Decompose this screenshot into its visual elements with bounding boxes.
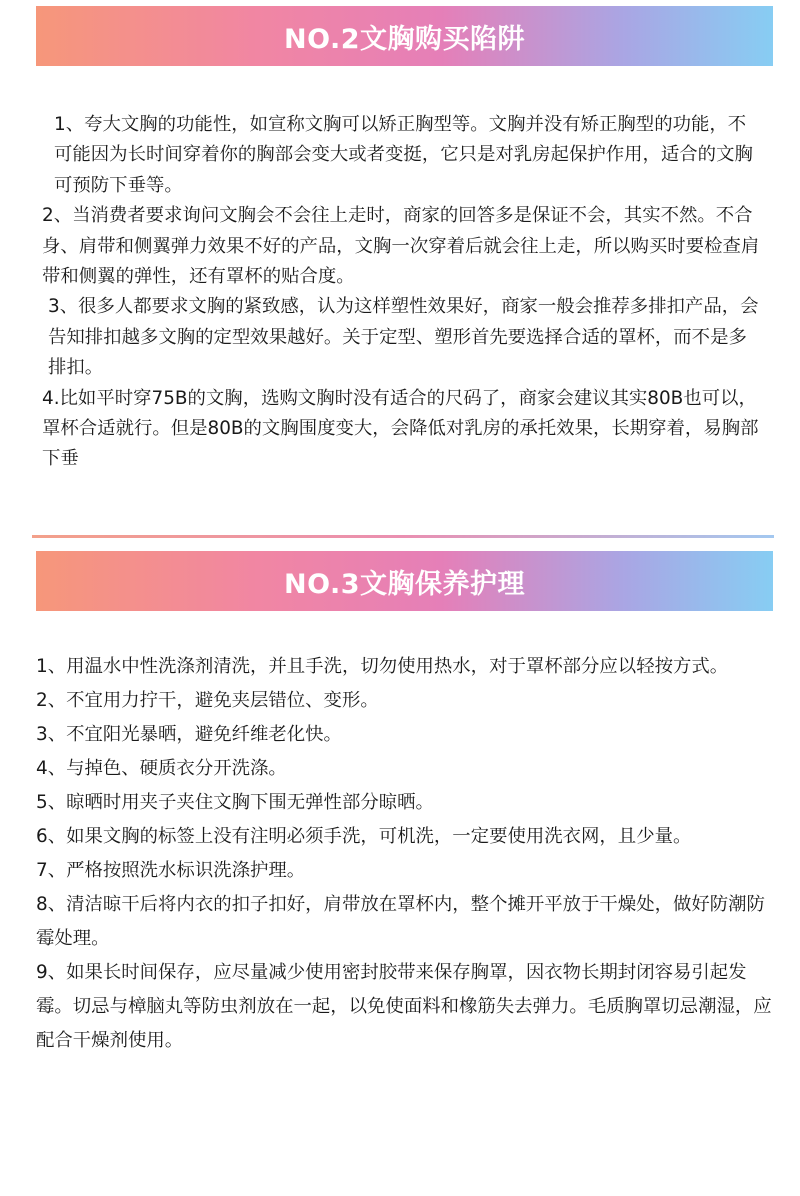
section-title: NO.3文胸保养护理	[284, 568, 525, 600]
section-banner-purchase-traps	[36, 6, 773, 66]
paragraph: 4.比如平时穿75B的文胸，选购文胸时没有适合的尺码了，商家会建议其实80B也可以，罩杯合适就行。但是80B的文胸围度变大，会降低对乳房的承托效果，长期穿着，易胸部下垂	[42, 387, 759, 470]
list-item: 3、不宜阳光暴晒，避免纤维老化快。	[36, 724, 342, 745]
paragraph: 1、夸大文胸的功能性，如宣称文胸可以矫正胸型等。文胸并没有矫正胸型的功能，不可能因为长时间穿着你的胸部会变大或者变挺，它只是对乳房起保护作用，适合的文胸可预防下垂等。	[54, 114, 753, 196]
list-item: 6、如果文胸的标签上没有注明必须手洗，可机洗，一定要使用洗衣网，且少量。	[36, 826, 692, 847]
section-title: NO.2文胸购买陷阱	[284, 23, 525, 55]
section-banner-care	[36, 551, 773, 611]
list-item: 7、严格按照洗水标识洗涤护理。	[36, 860, 306, 881]
section-divider	[32, 535, 774, 538]
list-item: 9、如果长时间保存，应尽量减少使用密封胶带来保存胸罩，因衣物长期封闭容易引起发霉。切忌与樟脑丸等防虫剂放在一起，以免使面料和橡筋失去弹力。毛质胸罩切忌潮湿，应配合干燥剂使用。	[36, 962, 772, 1051]
list-item: 8、清洁晾干后将内衣的扣子扣好，肩带放在罩杯内，整个摊开平放于干燥处，做好防潮防霉处理。	[36, 894, 765, 949]
list-item: 1、用温水中性洗涤剂清洗，并且手洗，切勿使用热水，对于罩杯部分应以轻按方式。	[36, 656, 729, 677]
list-item: 2、不宜用力拧干，避免夹层错位、变形。	[36, 690, 379, 711]
list-item: 5、晾晒时用夹子夹住文胸下围无弹性部分晾晒。	[36, 792, 434, 813]
list-item: 4、与掉色、硬质衣分开洗涤。	[36, 758, 287, 779]
paragraph: 3、很多人都要求文胸的紧致感，认为这样塑性效果好，商家一般会推荐多排扣产品，会告知排扣越多文胸的定型效果越好。关于定型、塑形首先要选择合适的罩杯，而不是多排扣。	[48, 296, 759, 379]
paragraph: 2、当消费者要求询问文胸会不会往上走时，商家的回答多是保证不会，其实不然。不合身、肩带和侧翼弹力效果不好的产品，文胸一次穿着后就会往上走，所以购买时要检查肩带和侧翼的弹性，还有罩杯的贴合度。	[42, 205, 760, 288]
purchase-traps-section	[42, 110, 764, 475]
care-section	[36, 650, 774, 1058]
